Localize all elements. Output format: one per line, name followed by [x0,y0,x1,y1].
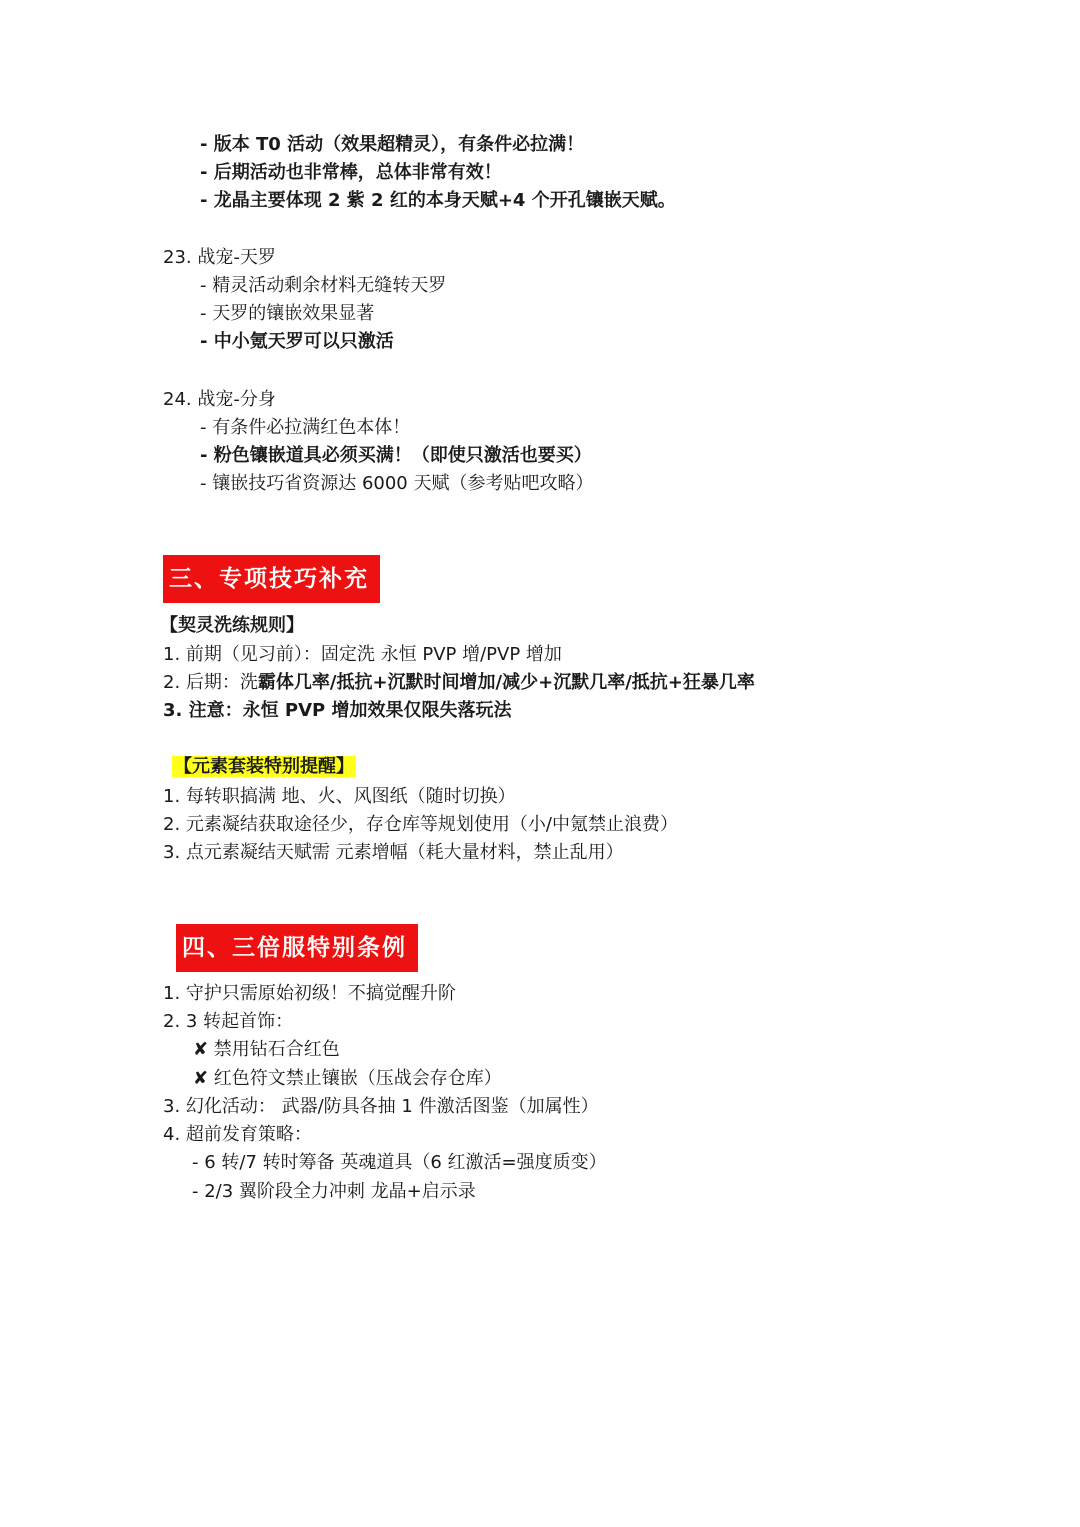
bullet-line: - 天罗的镶嵌效果显著 [200,303,375,324]
list-item: 2. 3 转起首饰： [163,1011,294,1032]
list-item-bold-text: 霸体几率/抵抗+沉默时间增加/减少+沉默几率/抵抗+狂暴几率 [257,672,755,693]
section-three-heading: 三、专项技巧补充 [163,555,380,603]
bullet-line: - 2/3 翼阶段全力冲刺 龙晶+启示录 [192,1181,476,1202]
list-item: 3. 点元素凝结天赋需 元素增幅（耗大量材料，禁止乱用） [163,842,624,863]
section-four-heading: 四、三倍服特别条例 [176,924,418,972]
highlighted-title: 【元素套装特别提醒】 [174,756,354,777]
bullet-line: - 后期活动也非常棒，总体非常有效！ [200,162,502,183]
list-item: 1. 守护只需原始初级！不搞觉醒升阶 [163,983,456,1004]
list-item: 3. 注意：永恒 PVP 增加效果仅限失落玩法 [163,700,512,721]
list-item: 1. 前期（见习前）：固定洗 永恒 PVP 增/PVP 增加 [163,644,562,665]
bullet-line: - 龙晶主要体现 2 紫 2 红的本身天赋+4 个开孔镶嵌天赋。 [200,190,676,211]
list-item-prefix: 2. 后期：洗 [163,672,258,693]
list-item: 1. 每转职搞满 地、火、风图纸（随时切换） [163,786,516,807]
item-24-title: 24. 战宠-分身 [163,389,276,410]
bullet-line: - 版本 T0 活动（效果超精灵），有条件必拉满！ [200,134,585,155]
bullet-line: - 中小氪天罗可以只激活 [200,331,394,352]
list-item: 2. 元素凝结获取途径少，存仓库等规划使用（小/中氪禁止浪费） [163,814,678,835]
bullet-line: - 有条件必拉满红色本体！ [200,417,411,438]
list-item: 3. 幻化活动： 武器/防具各抽 1 件激活图鉴（加属性） [163,1096,599,1117]
bullet-line: - 粉色镶嵌道具必须买满！（即使只激活也要买） [200,445,592,466]
cross-list-item: ✘ 红色符文禁止镶嵌（压战会存仓库） [193,1068,502,1089]
contract-rules-title: 【契灵洗练规则】 [160,615,304,636]
element-reminder-title [172,755,356,779]
list-item [163,671,755,695]
bullet-line: - 镶嵌技巧省资源达 6000 天赋（参考贴吧攻略） [200,473,594,494]
bullet-line: - 6 转/7 转时筹备 英魂道具（6 红激活=强度质变） [192,1152,607,1173]
bullet-line: - 精灵活动剩余材料无缝转天罗 [200,275,447,296]
list-item: 4. 超前发育策略： [163,1124,312,1145]
cross-list-item: ✘ 禁用钻石合红色 [193,1039,340,1060]
item-23-title: 23. 战宠-天罗 [163,247,276,268]
